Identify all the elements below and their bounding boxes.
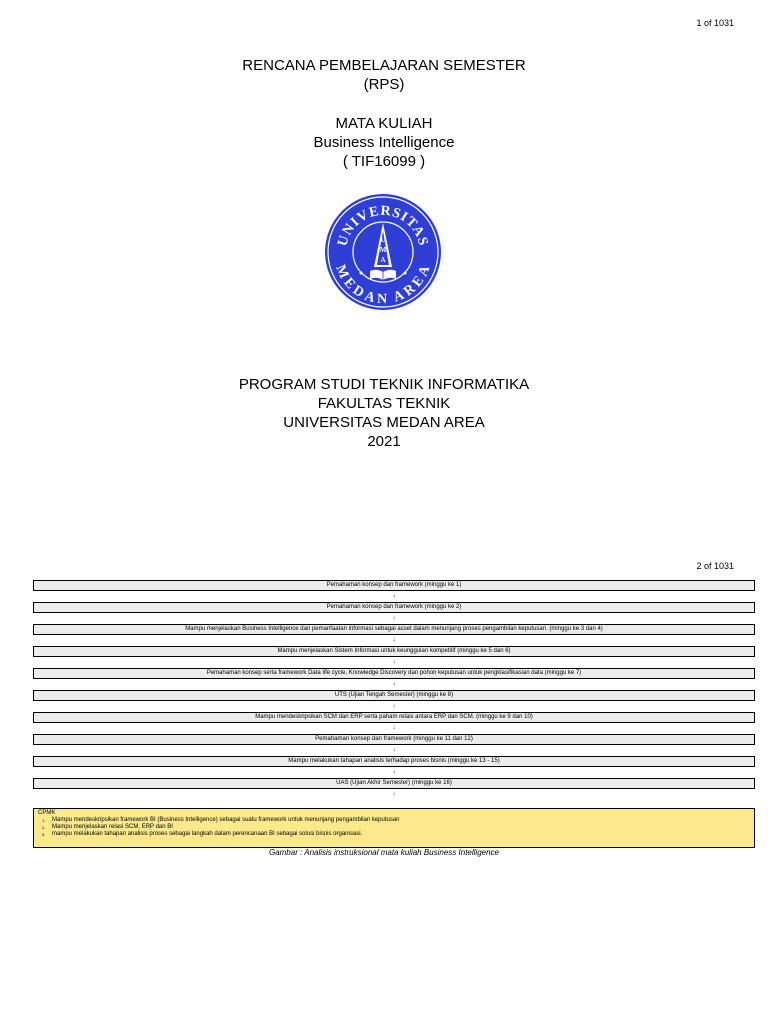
flow-step: Pemahaman konsep serta framework Data life cycle, Knowledge Discovery dan pohon keputusan untuk pengklasifikasian data (minggu ke 7) [33, 668, 755, 679]
flow-step: Mampu melakukan tahapan analisis terhadap proses bisnis (minggu ke 13 - 15) [33, 756, 755, 767]
cpmk-box [33, 808, 755, 848]
page-number: 2 of 1031 [696, 561, 734, 571]
course-title [0, 114, 768, 171]
institution-line: 2021 [367, 433, 401, 450]
flow-step: Mampu mendeskripsikan SCM dan ERP serta paham relasi antara ERP dan SCM. (minggu ke 9 dan 10) [33, 712, 755, 723]
arrow-down-icon: ↓ [392, 791, 396, 797]
flow-step: Mampu menjelaskan Business Intelligence dan pemanfaatan informasi sebagai asset dalam menunjang proses pengambilan keputusan. (minggu ke 3 dan 4) [33, 624, 755, 635]
arrow-down-icon: ↓ [392, 659, 396, 665]
arrow-down-icon: ↓ [392, 747, 396, 753]
course-line: ( TIF16099 ) [342, 153, 426, 170]
arrow-down-icon: ↓ [392, 615, 396, 621]
logo-letter: A [380, 256, 386, 264]
institution-line: UNIVERSITAS MEDAN AREA [283, 414, 485, 431]
logo-letter: M [379, 246, 387, 254]
arrow-down-icon: ↓ [392, 769, 396, 775]
list-item [38, 824, 750, 831]
list-number: 2. [42, 825, 46, 830]
arrow-down-icon: ↓ [392, 725, 396, 731]
flow-step: Pemahaman konsep dan framework (minggu ke 11 dan 12) [33, 734, 755, 745]
title-line: RENCANA PEMBELAJARAN SEMESTER [242, 57, 526, 74]
institution-block [0, 375, 768, 451]
flow-step: UAS (Ujian Akhir Semester) (minggu ke 16) [33, 778, 755, 789]
page-number: 1 of 1031 [696, 18, 734, 28]
title-line: (RPS) [363, 76, 405, 93]
flow-step: Pemahaman konsep dan framework (minggu ke 1) [33, 580, 755, 591]
list-item [38, 817, 750, 824]
institution-line: FAKULTAS TEKNIK [317, 395, 451, 412]
logo-letter: U [380, 236, 386, 244]
list-text: mampu melakukan tahapan analisis proses sebagai langkah dalam perencanaan BI sebagai solusi bisnis organisasi. [52, 831, 363, 837]
instructional-flowchart [33, 580, 755, 800]
list-text: Mampu mendeskripsikan framework BI (Business Intelligence) sebagai suatu framework untuk menunjang pengambilan keputusan [52, 817, 400, 823]
arrow-down-icon: ↓ [392, 637, 396, 643]
course-line: MATA KULIAH [335, 115, 433, 132]
course-line: Business Intelligence [313, 134, 455, 151]
university-logo [324, 193, 442, 311]
flow-step: UTS (Ujian Tengah Semester) (minggu ke 8) [33, 690, 755, 701]
arrow-down-icon: ↓ [392, 703, 396, 709]
document-title [0, 56, 768, 94]
figure-caption: Gambar : Analisis instruksional mata kuliah Business Intelligence [268, 848, 500, 857]
logo-bottom-text: MEDAN AREA [332, 262, 434, 307]
arrow-down-icon: ↓ [392, 593, 396, 599]
institution-line: PROGRAM STUDI TEKNIK INFORMATIKA [238, 376, 530, 393]
list-number: 1. [42, 818, 46, 823]
logo-top-text: UNIVERSITAS [335, 203, 431, 248]
arrow-down-icon: ↓ [392, 681, 396, 687]
cpmk-heading: CPMK [38, 810, 56, 816]
flow-step: Pemahaman konsep dan framework (minggu ke 2) [33, 602, 755, 613]
list-item [38, 831, 750, 838]
list-number: 3. [42, 832, 46, 837]
list-text: Mampu menjelaskan relasi SCM, ERP dan BI [52, 824, 173, 830]
flow-step: Mampu menjelaskan Sistem Informasi untuk keunggulan kompetitif (minggu ke 5 dan 6) [33, 646, 755, 657]
